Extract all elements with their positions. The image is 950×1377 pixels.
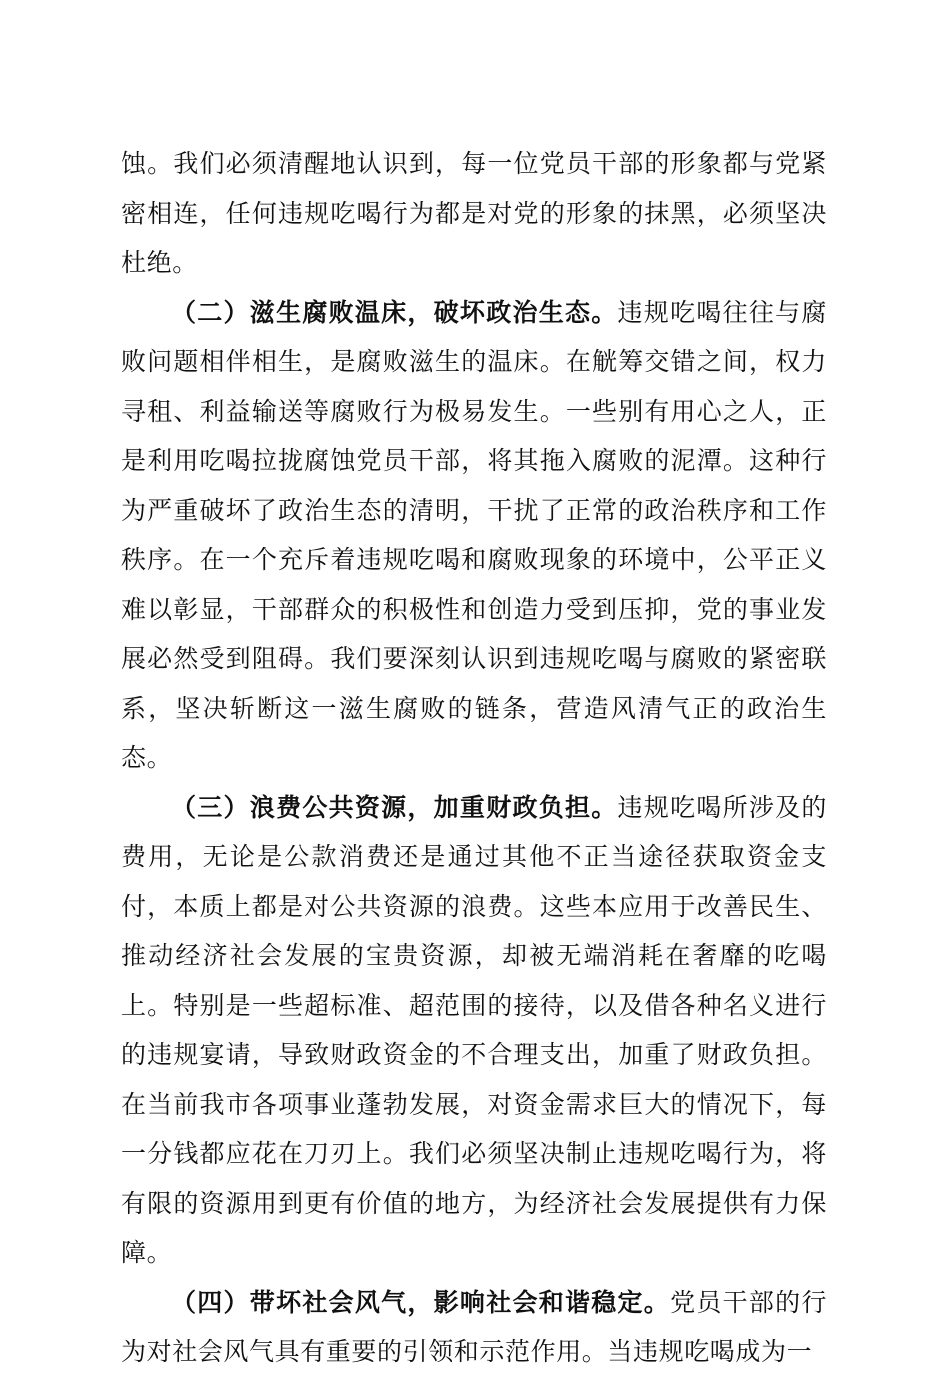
paragraph-body: 党员干部的行为对社会风气具有重要的引领和示范作用。当违规吃喝成为一 (121, 1287, 827, 1366)
section-heading: （二）滋生腐败温床，破坏政治生态。 (171, 297, 618, 327)
paragraph-body: 违规吃喝往往与腐败问题相伴相生，是腐败滋生的温床。在觥筹交错之间，权力寻租、利益输送等腐败行为极易发生。一些别有用心之人，正是利用吃喝拉拢腐蚀党员干部，将其拖入腐败的泥潭。这种行为严重破坏了政治生态的清明，干扰了正常的政治秩序和工作秩序。在一个充斥着违规吃喝和腐败现象的环境中，公平正义难以彰显，干部群众的积极性和创造力受到压抑，党的事业发展必然受到阻碍。我们要深刻认识到违规吃喝与腐败的紧密联系，坚决斩断这一滋生腐败的链条，营造风清气正的政治生态。 (121, 297, 827, 772)
paragraph-continuation (121, 139, 827, 288)
section-heading: （三）浪费公共资源，加重财政负担。 (171, 792, 618, 822)
paragraph-section-3 (121, 783, 827, 1278)
section-heading: （四）带坏社会风气，影响社会和谐稳定。 (171, 1287, 671, 1317)
paragraph-body: 违规吃喝所涉及的费用，无论是公款消费还是通过其他不正当途径获取资金支付，本质上都是对公共资源的浪费。这些本应用于改善民生、推动经济社会发展的宝贵资源，却被无端消耗在奢靡的吃喝上。特别是一些超标准、超范围的接待，以及借各种名义进行的违规宴请，导致财政资金的不合理支出，加重了财政负担。在当前我市各项事业蓬勃发展，对资金需求巨大的情况下，每一分钱都应花在刀刃上。我们必须坚决制止违规吃喝行为，将有限的资源用到更有价值的地方，为经济社会发展提供有力保障。 (121, 792, 827, 1267)
document-body (121, 139, 827, 1377)
paragraph-section-2 (121, 288, 827, 783)
paragraph-section-4 (121, 1278, 827, 1377)
paragraph-body: 蚀。我们必须清醒地认识到，每一位党员干部的形象都与党紧密相连，任何违规吃喝行为都是对党的形象的抹黑，必须坚决杜绝。 (121, 149, 827, 277)
